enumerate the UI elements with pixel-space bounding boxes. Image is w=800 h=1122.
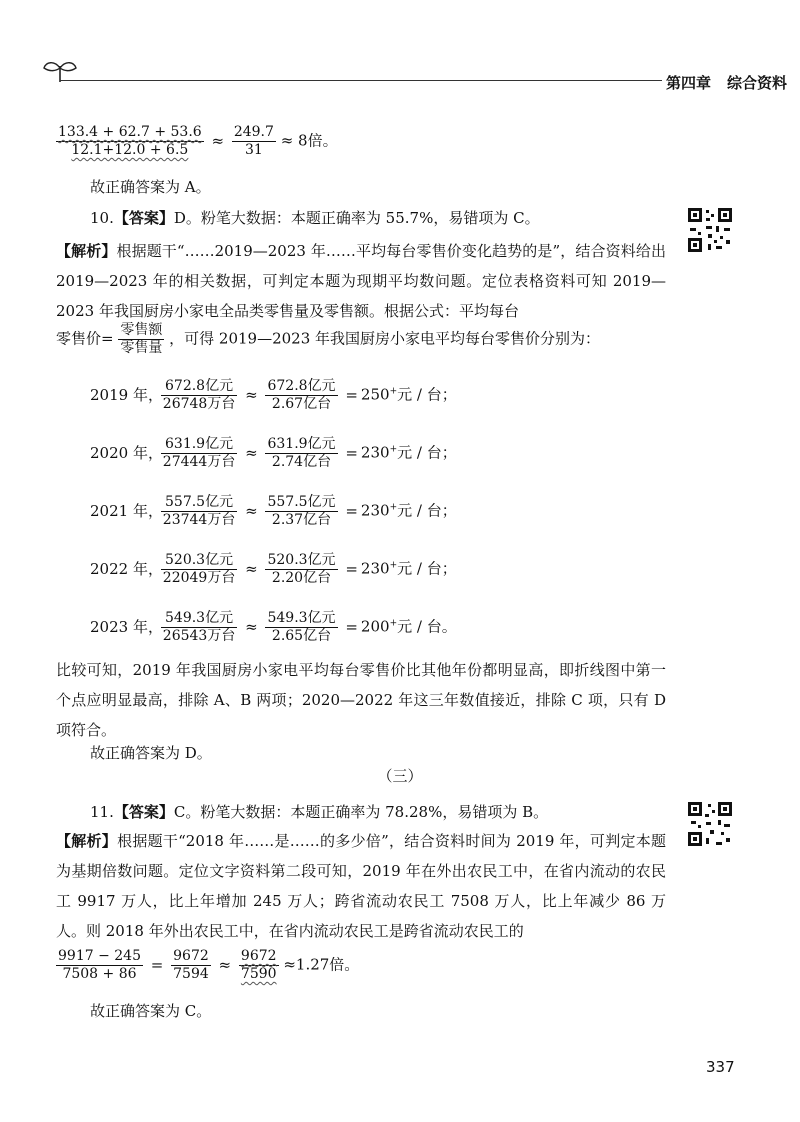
fraction: $\frac{\text{549.3亿元}}{\text{2.65亿台}}$ [267, 610, 336, 644]
fraction: $\frac{\text{549.3亿元}}{\text{26543万台}}$ [162, 610, 236, 644]
answer-tag: 【答案】 [113, 803, 174, 821]
q10-analysis [56, 236, 666, 326]
section-title: （三） [377, 767, 423, 785]
year-calc-2020: 2020 年， $\frac{\text{631.9亿元}}{\text{27444万台}}$ ≈ $\frac{\text{631.9亿元}}{\text{2.74亿台}}$ = 230+元 / 台； [90, 436, 457, 470]
analysis-text: 根据题干“2018 年……是……的多少倍”，结合资料时间为 2019 年，可判定本题为基期倍数问题。定位文字资料第二段可知，2019 年在外出农民工中，在省内流动的农民工 9917 万人，比上年增加 245 万人；跨省流动农民工 7508 万人，比上年减少 86 万人。则 2018 年外出农民工中，在省内流动农民工是跨省流动农民工的 [56, 832, 666, 940]
answer-tag: 【答案】 [113, 209, 174, 227]
fraction: $\frac{133.4 + 62.7 + 53.6}{12.1+12.0 + 6.5}$ [58, 124, 202, 158]
page-number: 337 [706, 1058, 735, 1076]
intro-calculation: $\frac{133.4 + 62.7 + 53.6}{12.1+12.0 + 6.5}$ ≈ $\frac{249.7}{31}$ ≈ 8倍。 [58, 124, 338, 158]
fraction: $\frac{\text{631.9亿元}}{\text{27444万台}}$ [162, 436, 236, 470]
answer-text: D。粉笔大数据：本题正确率为 55.7%，易错项为 C。 [173, 209, 540, 227]
fraction: $\frac{\text{631.9亿元}}{\text{2.74亿台}}$ [267, 436, 336, 470]
chapter-number: 第四章 [666, 74, 712, 92]
fraction: $\frac{\text{557.5亿元}}{\text{23744万台}}$ [162, 494, 236, 528]
answer-line: 故正确答案为 C。 [90, 1002, 212, 1020]
fraction: $\frac{9672}{7594}$ [173, 948, 209, 982]
question-number: 10. [90, 209, 114, 227]
fraction: $\frac{249.7}{31}$ [233, 124, 274, 158]
answer-text: C。粉笔大数据：本题正确率为 78.28%，易错项为 B。 [173, 803, 549, 821]
analysis-tag: 【解析】 [56, 242, 117, 260]
qr-code-icon[interactable] [686, 206, 734, 254]
fraction: $\frac{\text{672.8亿元}}{\text{26748万台}}$ [162, 378, 236, 412]
analysis-text: 根据题干“……2019—2023 年……平均每台零售价变化趋势的是”，结合资料给出 2019—2023 年的相关数据，可判定本题为现期平均数问题。定位表格资料可知 2019—2023 年我国厨房小家电全品类零售量及零售额。根据公式：平均每台 [56, 242, 666, 320]
answer-line: 故正确答案为 A。 [90, 178, 211, 196]
answer-line: 故正确答案为 D。 [90, 744, 212, 762]
formula-rest: ，可得 2019—2023 年我国厨房小家电平均每台零售价分别为： [169, 329, 601, 348]
header-rule [60, 80, 662, 81]
fraction: $\frac{9672}{7590}$ [240, 948, 277, 982]
year-calc-2019: 2019 年， $\frac{\text{672.8亿元}}{\text{26748万台}}$ ≈ $\frac{\text{672.8亿元}}{\text{2.67亿台}}$ = 250+元 / 台； [90, 378, 457, 412]
year-calc-2022: 2022 年， $\frac{\text{520.3亿元}}{\text{22049万台}}$ ≈ $\frac{\text{520.3亿元}}{\text{2.20亿台}}$ = 230+元 / 台； [90, 552, 457, 586]
fraction: $\frac{\text{520.3亿元}}{\text{22049万台}}$ [162, 552, 236, 586]
chapter-title: 综合资料 [727, 74, 788, 92]
year-calc-2021: 2021 年， $\frac{\text{557.5亿元}}{\text{23744万台}}$ ≈ $\frac{\text{557.5亿元}}{\text{2.37亿台}}$ = 230+元 / 台； [90, 494, 457, 528]
fraction: $\frac{\text{520.3亿元}}{\text{2.20亿台}}$ [267, 552, 336, 586]
leaf-icon [40, 56, 80, 86]
compare-paragraph: 比较可知，2019 年我国厨房小家电平均每台零售价比其他年份都明显高，即折线图中第一个点应明显最高，排除 A、B 两项；2020—2022 年这三年数值接近，排除 C 项，只有 D 项符合。 [56, 661, 666, 739]
fraction: $\frac{\text{零售额}}{\text{零售量}}$ [120, 322, 163, 356]
calc-result: ≈ 8倍。 [280, 131, 338, 150]
question-number: 11. [90, 803, 114, 821]
q10-answer [90, 207, 540, 229]
year-calc-2023: 2023 年， $\frac{\text{549.3亿元}}{\text{26543万台}}$ ≈ $\frac{\text{549.3亿元}}{\text{2.65亿台}}$ = 200+元 / 台。 [90, 610, 457, 644]
header-chapter [666, 72, 787, 93]
qr-code-icon[interactable] [686, 800, 734, 848]
q11-answer [90, 801, 548, 823]
formula-lhs: 零售价= [56, 329, 114, 348]
q11-analysis [56, 826, 666, 946]
fraction: $\frac{\text{672.8亿元}}{\text{2.67亿台}}$ [267, 378, 336, 412]
q11-calculation: $\frac{9917 - 245}{7508 + 86}$ = $\frac{9672}{7594}$ ≈ $\frac{9672}{7590}$ ≈1.27倍。 [58, 948, 360, 982]
fraction: $\frac{9917 - 245}{7508 + 86}$ [58, 948, 141, 982]
analysis-tag: 【解析】 [56, 832, 118, 850]
fraction: $\frac{\text{557.5亿元}}{\text{2.37亿台}}$ [267, 494, 336, 528]
formula-line [56, 322, 600, 357]
calc-result: ≈1.27倍。 [283, 955, 360, 974]
